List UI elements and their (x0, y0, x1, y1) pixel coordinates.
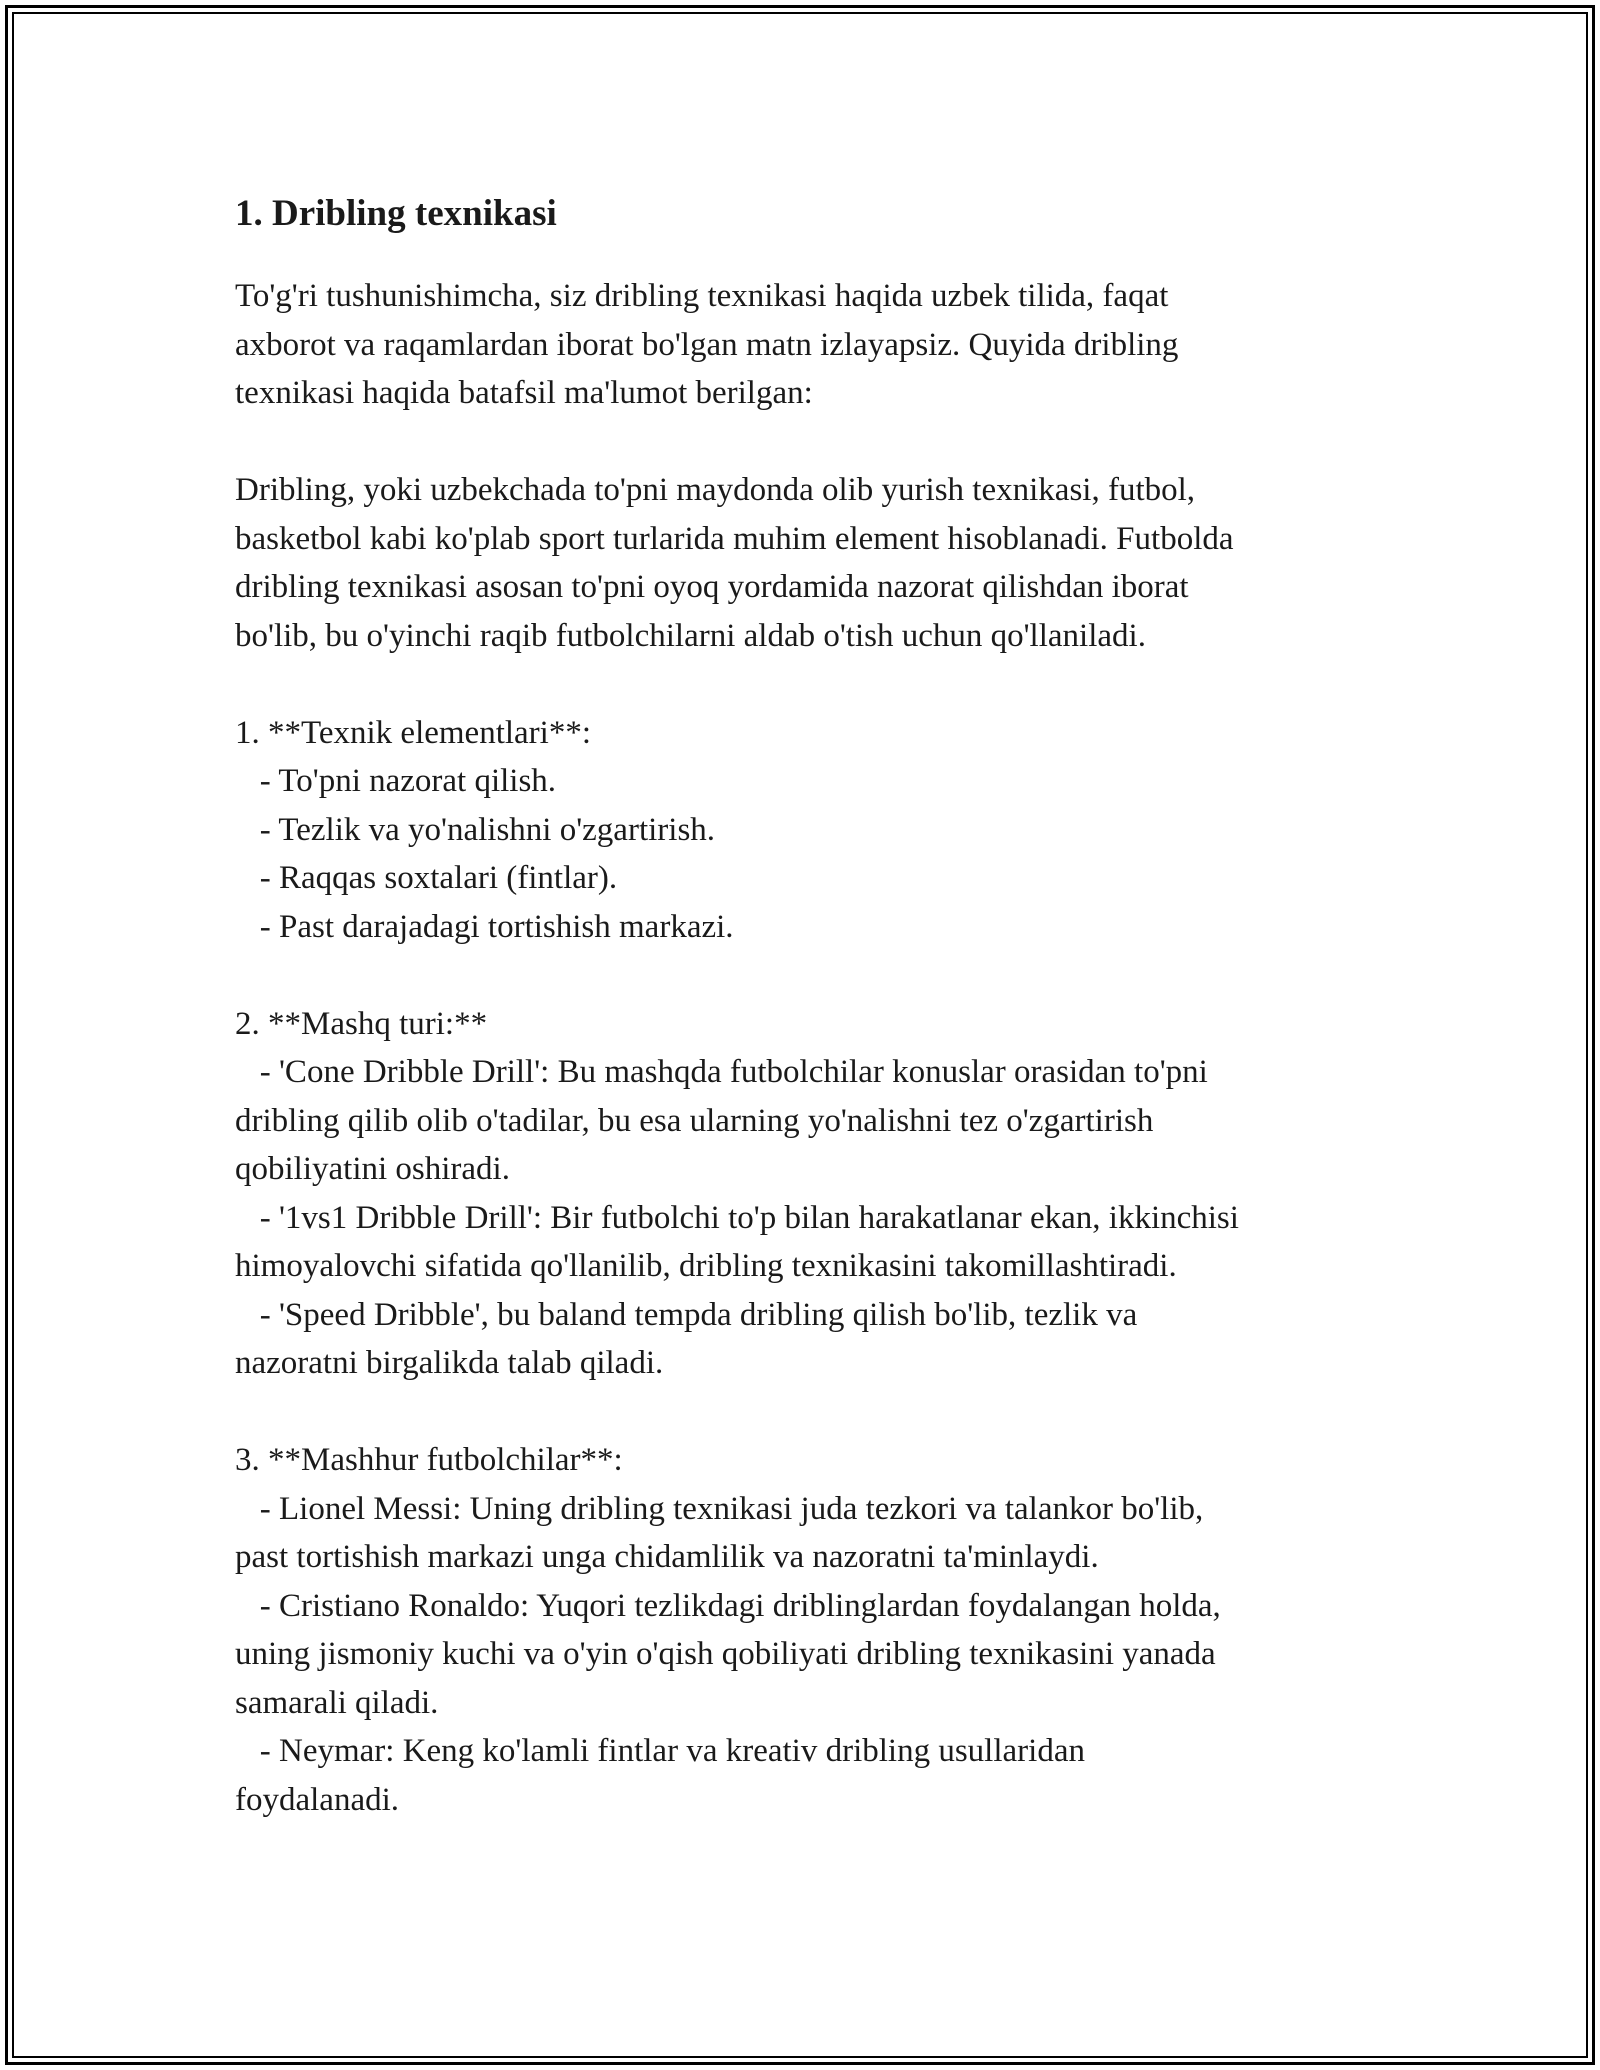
text-line: nazoratni birgalikda talab qiladi. (235, 1345, 664, 1381)
text-line: basketbol kabi ko'plab sport turlarida muhim element hisoblanadi. Futbolda (235, 520, 1234, 557)
text-line: To'g'ri tushunishimcha, siz dribling texnikasi haqida uzbek tilida, faqat (235, 278, 1169, 314)
text-line (235, 660, 1365, 709)
text-line: - Cristiano Ronaldo: Yuqori tezlikdagi driblinglardan foydalangan holda, (235, 1587, 1221, 1624)
text-line: uning jismoniy kuchi va o'yin o'qish qobiliyati dribling texnikasini yanada (235, 1636, 1216, 1672)
text-line: himoyalovchi sifatida qo'llanilib, dribling texnikasini takomillashtiradi. (235, 1248, 1177, 1284)
text-line: - Past darajadagi tortishish markazi. (235, 908, 734, 945)
text-line: past tortishish markazi unga chidamlilik va nazoratni ta'minlaydi. (235, 1539, 1099, 1575)
text-line: Dribling, yoki uzbekchada to'pni maydonda olib yurish texnikasi, futbol, (235, 472, 1196, 508)
text-line: dribling qilib olib o'tadilar, bu esa ularning yo'nalishni tez o'zgartirish (235, 1102, 1154, 1139)
text-line: - Lionel Messi: Uning dribling texnikasi juda tezkori va talankor bo'lib, (235, 1490, 1204, 1527)
text-line: - Raqqas soxtalari (fintlar). (235, 860, 618, 896)
text-line (235, 1388, 1365, 1437)
text-line: - Neymar: Keng ko'lamli fintlar va kreativ dribling usullaridan (235, 1733, 1085, 1769)
text-line: dribling texnikasi asosan to'pni oyoq yordamida nazorat qilishdan iborat (235, 569, 1189, 605)
text-line (235, 951, 1365, 1000)
text-line: - To'pni nazorat qilish. (235, 763, 557, 799)
text-line: axborot va raqamlardan iborat bo'lgan matn izlayapsiz. Quyida dribling (235, 326, 1179, 363)
text-line: - 'Cone Dribble Drill': Bu mashqda futbolchilar konuslar orasidan to'pni (235, 1054, 1208, 1090)
document-title: 1. Dribling texnikasi (235, 193, 557, 234)
document-text (235, 272, 1365, 1824)
text-line: foydalanadi. (235, 1781, 400, 1818)
document-body (235, 188, 1365, 1824)
text-line: qobiliyatini oshiradi. (235, 1151, 510, 1187)
text-line: - '1vs1 Dribble Drill': Bir futbolchi to'p bilan harakatlanar ekan, ikkinchisi (235, 1199, 1239, 1236)
text-line: texnikasi haqida batafsil ma'lumot berilgan: (235, 375, 813, 411)
text-line: 3. **Mashhur futbolchilar**: (235, 1442, 623, 1478)
text-line: samarali qiladi. (235, 1684, 439, 1721)
text-line: - 'Speed Dribble', bu baland tempda dribling qilish bo'lib, tezlik va (235, 1296, 1138, 1333)
text-line: - Tezlik va yo'nalishni o'zgartirish. (235, 811, 716, 848)
text-line: 1. **Texnik elementlari**: (235, 714, 592, 751)
text-line: bo'lib, bu o'yinchi raqib futbolchilarni aldab o'tish uchun qo'llaniladi. (235, 617, 1146, 654)
text-line (235, 418, 1365, 467)
text-line: 2. **Mashq turi:** (235, 1005, 488, 1042)
